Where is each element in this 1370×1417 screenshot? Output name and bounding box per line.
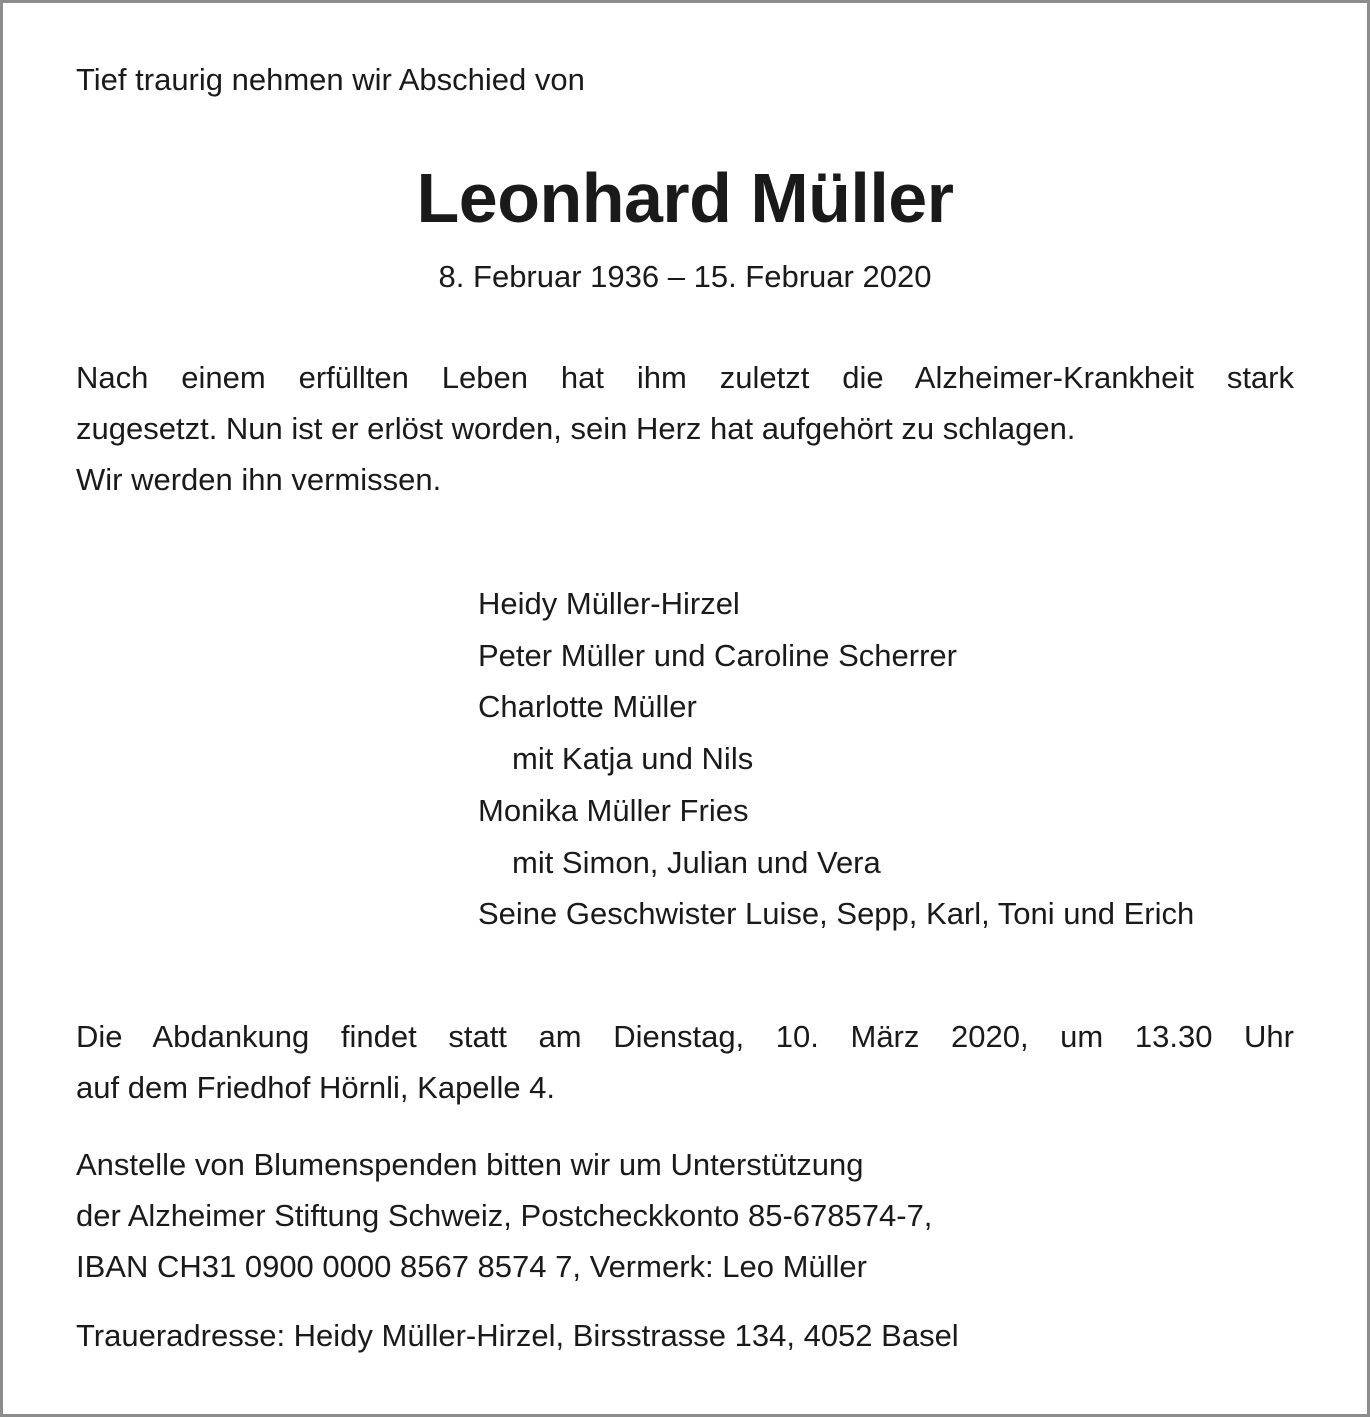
mourner-sub-entry: mit Simon, Julian und Vera (512, 844, 881, 880)
intro-text: Tief traurig nehmen wir Abschied von (76, 62, 585, 97)
mourner-entry: Monika Müller Fries (478, 792, 749, 828)
life-dates: 8. Februar 1936 – 15. Februar 2020 (438, 259, 932, 294)
donation-line: der Alzheimer Stiftung Schweiz, Postcheckkonto 85-678574-7, (76, 1198, 933, 1233)
farewell-line: Nach einem erfüllten Leben hat ihm zuletzt die Alzheimer-Krankheit stark (76, 360, 1294, 395)
mourner-entry: Peter Müller und Caroline Scherrer (478, 637, 957, 673)
mourners-list (478, 578, 1194, 940)
mourning-address: Traueradresse: Heidy Müller-Hirzel, Birsstrasse 134, 4052 Basel (76, 1318, 959, 1353)
farewell-line: zugesetzt. Nun ist er erlöst worden, sein Herz hat aufgehört zu schlagen. (76, 411, 1076, 446)
mourner-entry: Heidy Müller-Hirzel (478, 586, 740, 621)
farewell-paragraph (76, 352, 1294, 505)
service-line: auf dem Friedhof Hörnli, Kapelle 4. (76, 1070, 556, 1105)
donation-line: Anstelle von Blumenspenden bitten wir um Unterstützung (76, 1147, 864, 1182)
service-line: Die Abdankung findet statt am Dienstag, 10. März 2020, um 13.30 Uhr (76, 1019, 1294, 1054)
mourner-sub-entry: mit Katja und Nils (512, 741, 754, 777)
service-paragraph (76, 1011, 1294, 1113)
farewell-line: Wir werden ihn vermissen. (76, 462, 442, 497)
mourner-entry: Seine Geschwister Luise, Sepp, Karl, Toni und Erich (478, 896, 1195, 932)
donation-line: IBAN CH31 0900 0000 8567 8574 7, Vermerk: Leo Müller (76, 1249, 867, 1284)
donation-paragraph (76, 1139, 1294, 1292)
mourner-entry: Charlotte Müller (478, 689, 697, 725)
deceased-name: Leonhard Müller (416, 159, 954, 237)
